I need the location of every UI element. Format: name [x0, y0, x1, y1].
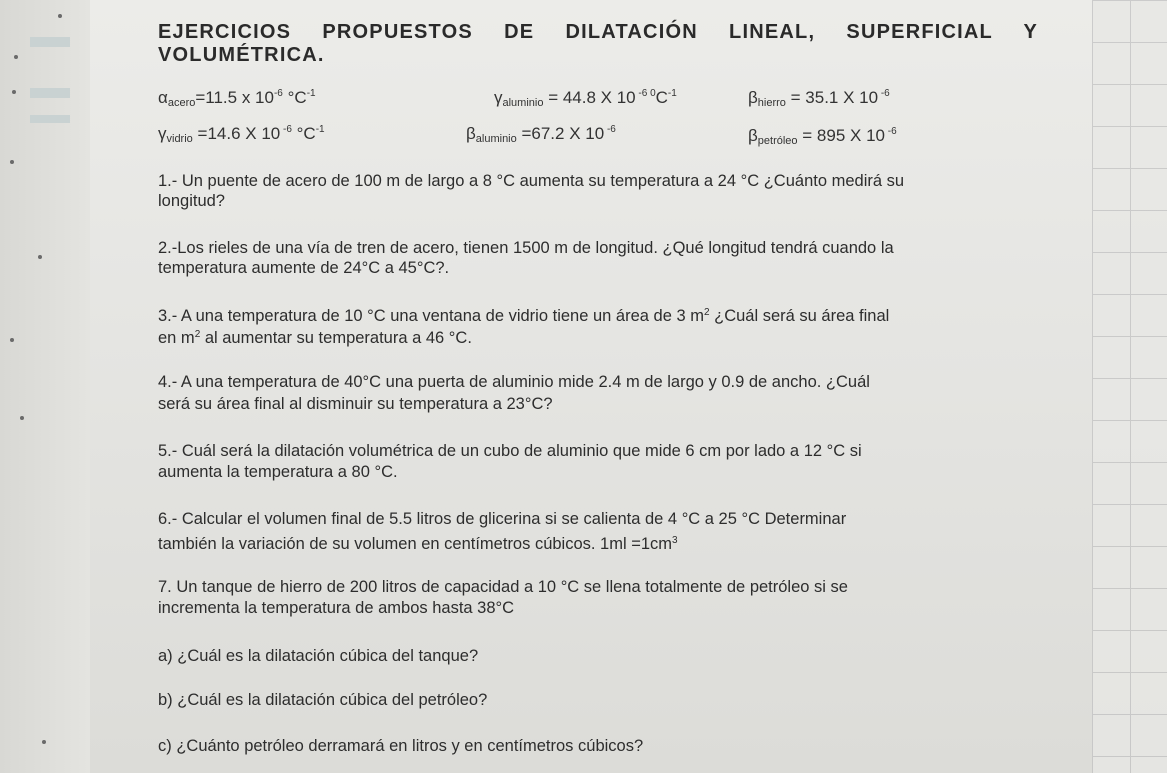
problem-1-line2: longitud? — [158, 192, 225, 210]
punch-hole — [42, 740, 46, 744]
worksheet-title-line1: EJERCICIOS PROPUESTOS DE DILATACIÓN LINEAL, SUPERFICIAL Y — [158, 21, 1038, 43]
punch-hole — [14, 55, 18, 59]
problem-6-line1: 6.- Calcular el volumen final de 5.5 litros de glicerina si se calienta de 4 °C a 25 °C Determinar — [158, 510, 847, 528]
coef-beta-petroleo: $\beta_{petróleo} = 895$ X 10 $^{-6}$ — [748, 126, 897, 147]
problem-3-line2: en $m^2$ al aumentar su temperatura a 46 °C. — [158, 329, 472, 347]
binding-tab — [30, 88, 70, 98]
problem-7-line2: incrementa la temperatura de ambos hasta 38°C — [158, 599, 515, 617]
coef-beta-aluminio: $\beta_{aluminio} =67.2$ X 10 $^{-6}$ — [466, 124, 616, 145]
coef-alpha-acero: $\alpha_{acero}=11.5$ x $10^{-6}$ $^\circ C^{-1}$ — [158, 88, 316, 109]
problem-2-line1: 2.-Los rieles de una vía de tren de acero, tienen 1500 m de longitud. ¿Qué longitud tendrá cuando la — [158, 239, 894, 257]
worksheet-title-line2: VOLUMÉTRICA. — [158, 44, 325, 66]
problem-7-line1: 7. Un tanque de hierro de 200 litros de capacidad a 10 °C se llena totalmente de petróleo si se — [158, 578, 848, 596]
problem-6-line2: también la variación de su volumen en centímetros cúbicos. $1ml =1cm^3$ — [158, 535, 678, 553]
punch-hole — [10, 338, 14, 342]
coef-gamma-vidrio: $\gamma_{vidrio} =14.6$ X 10 $^{-6}$ $^\circ C^{-1}$ — [158, 124, 325, 145]
coef-beta-hierro: $\beta_{hierro} = 35.1$ X 10 $^{-6}$ — [748, 88, 890, 109]
problem-1-line1: 1.- Un puente de acero de 100 m de largo a 8 °C aumenta su temperatura a 24 °C ¿Cuánto medirá su — [158, 172, 905, 190]
punch-hole — [20, 416, 24, 420]
problem-2-line2: temperatura aumente de 24°C a 45°C?. — [158, 259, 450, 277]
subquestion-b: b) ¿Cuál es la dilatación cúbica del petróleo? — [158, 691, 488, 709]
problem-5-line2: aumenta la temperatura a 80 °C. — [158, 463, 398, 481]
problem-5-line1: 5.- Cuál será la dilatación volumétrica de un cubo de aluminio que mide 6 cm por lado a 12 °C si — [158, 442, 862, 460]
problem-4-line2: será su área final al disminuir su temperatura a 23°C? — [158, 395, 553, 413]
subquestion-a: a) ¿Cuál es la dilatación cúbica del tanque? — [158, 647, 479, 665]
problem-3-line1: 3.- A una temperatura de 10 °C una ventana de vidrio tiene un área de 3 $m^2$ ¿Cuál será su área final — [158, 307, 890, 325]
subquestion-c: c) ¿Cuánto petróleo derramará en litros y en centímetros cúbicos? — [158, 737, 644, 755]
punch-hole — [12, 90, 16, 94]
punch-hole — [10, 160, 14, 164]
binding-tab — [30, 115, 70, 123]
coef-gamma-aluminio: $\gamma_{aluminio} = 44.8$ X 10 $^{-6 0}C^{-1}$ — [494, 88, 677, 109]
grid-paper-edge — [1092, 0, 1167, 773]
problem-4-line1: 4.- A una temperatura de 40°C una puerta de aluminio mide 2.4 m de largo y 0.9 de ancho. ¿Cuál — [158, 373, 870, 391]
punch-hole — [58, 14, 62, 18]
binding-tab — [30, 37, 70, 47]
punch-hole — [38, 255, 42, 259]
